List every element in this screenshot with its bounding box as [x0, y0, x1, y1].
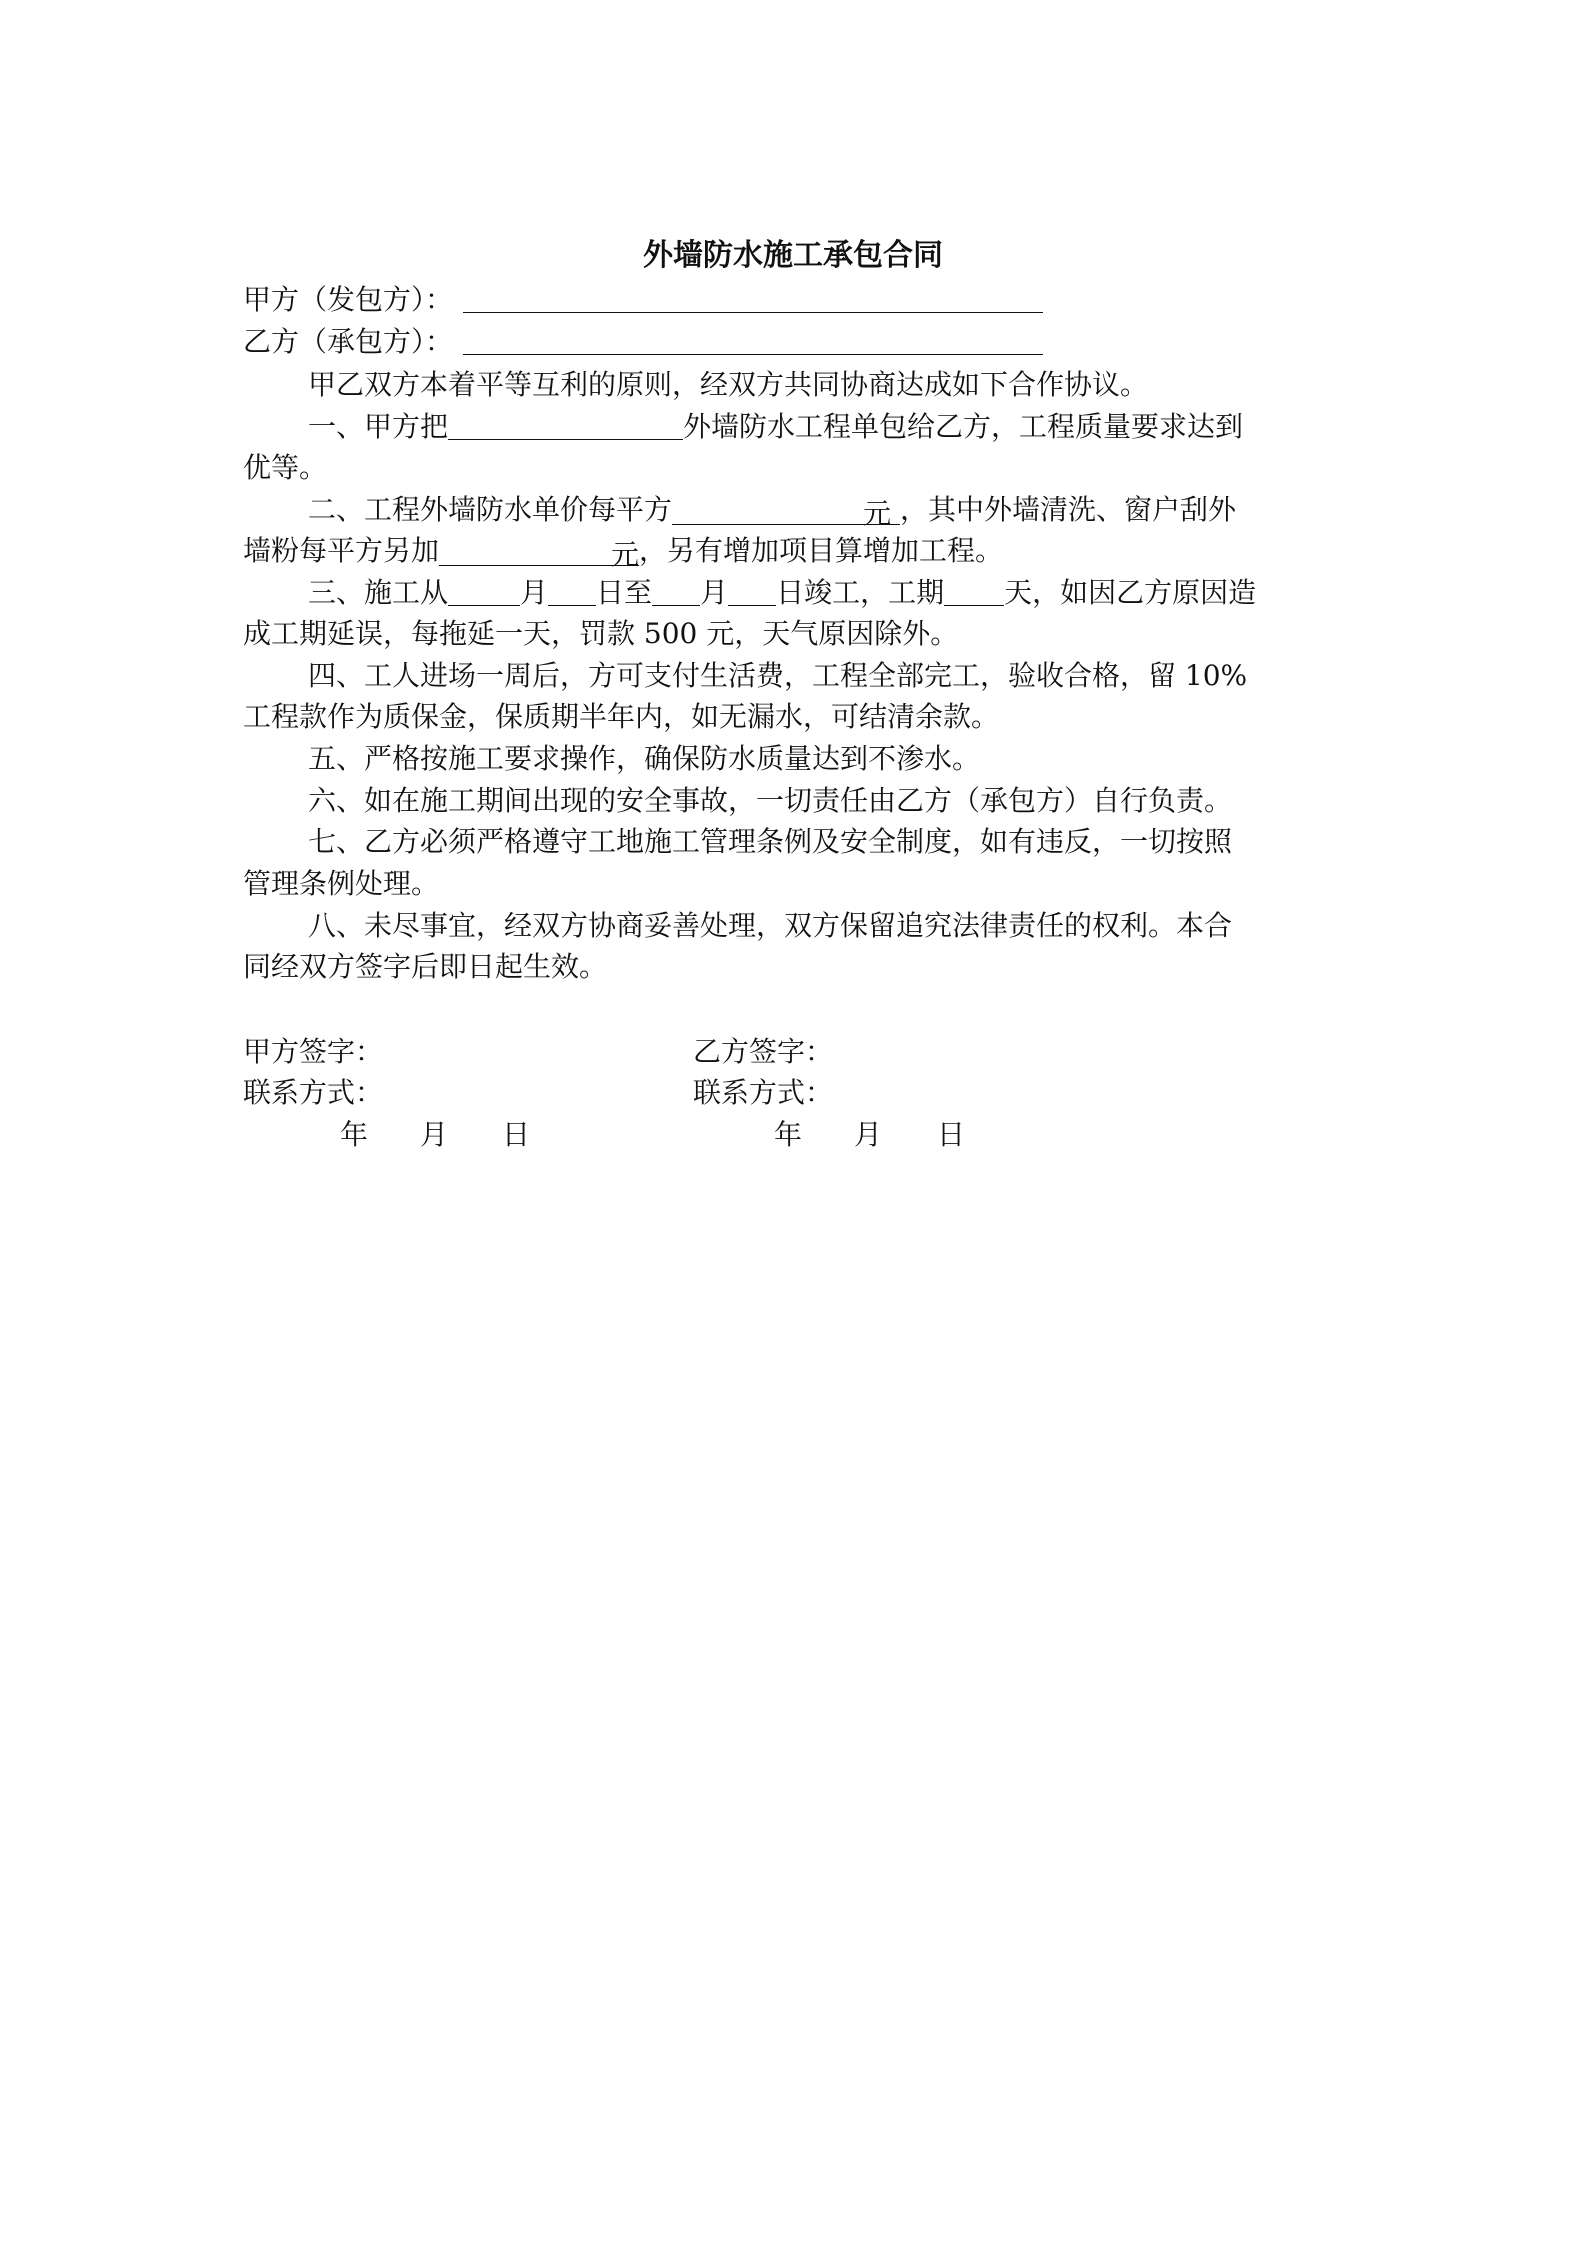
party-a-field[interactable]: [463, 282, 1043, 313]
end-day-field[interactable]: [728, 575, 776, 606]
clause-5: 五、严格按施工要求操作，确保防水质量达到不渗水。: [308, 742, 981, 775]
clause-2-line-2: 墙粉每平方另加 元，另有增加项目算增加工程。: [243, 534, 1004, 571]
party-a-label: 甲方（发包方）：: [243, 283, 454, 316]
clause-8-line-1: 八、未尽事宜，经双方协商妥善处理，双方保留追究法律责任的权利。本合: [308, 909, 1233, 942]
clause-2-line-1: 二、工程外墙防水单价每平方 元 ，其中外墙清洗、窗户刮外: [308, 493, 1237, 530]
duration-field[interactable]: [944, 575, 1004, 606]
party-a-row: [243, 280, 1043, 320]
end-month-field[interactable]: [652, 575, 700, 606]
party-b-row: [243, 322, 1043, 362]
clause-1-line-1: 一、甲方把 外墙防水工程单包给乙方，工程质量要求达到: [308, 410, 1244, 443]
party-a-date-month: 月: [420, 1118, 449, 1151]
party-b-date-day: 日: [937, 1118, 966, 1151]
page-title: 外墙防水施工承包合同: [643, 238, 943, 273]
start-day-field[interactable]: [548, 575, 596, 606]
unit-price-field[interactable]: 元: [672, 494, 900, 525]
party-b-field[interactable]: [463, 324, 1043, 355]
start-month-field[interactable]: [448, 575, 520, 606]
project-name-field[interactable]: [448, 409, 683, 440]
party-b-contact-label: 联系方式：: [693, 1076, 834, 1109]
party-a-contact-label: 联系方式：: [243, 1076, 384, 1109]
clause-6: 六、如在施工期间出现的安全事故，一切责任由乙方（承包方）自行负责。: [308, 784, 1233, 817]
clause-4-line-1: 四、工人进场一周后，方可支付生活费，工程全部完工，验收合格，留 10%: [308, 659, 1248, 692]
party-b-date-month: 月: [854, 1118, 883, 1151]
clause-4-line-2: 工程款作为质保金，保质期半年内，如无漏水，可结清余款。: [243, 700, 1000, 733]
clause-7-line-2: 管理条例处理。: [243, 867, 440, 900]
clause-3-line-2: 成工期延误，每拖延一天，罚款 500 元，天气原因除外。: [243, 617, 959, 650]
clause-1-line-2: 优等。: [243, 451, 328, 484]
party-a-signature-label: 甲方签字：: [243, 1035, 384, 1068]
intro-paragraph: 甲乙双方本着平等互利的原则，经双方共同协商达成如下合作协议。: [308, 368, 1149, 401]
party-a-date-year: 年: [340, 1118, 369, 1151]
clause-8-line-2: 同经双方签字后即日起生效。: [243, 950, 608, 983]
party-b-label: 乙方（承包方）：: [243, 325, 454, 358]
party-b-date-year: 年: [774, 1118, 803, 1151]
party-a-date-day: 日: [502, 1118, 531, 1151]
extra-price-field[interactable]: 元: [439, 535, 639, 566]
clause-7-line-1: 七、乙方必须严格遵守工地施工管理条例及安全制度，如有违反，一切按照: [308, 825, 1233, 858]
clause-3-line-1: 三、施工从 月 日至 月 日竣工，工期 天，如因乙方原因造: [308, 576, 1257, 609]
party-b-signature-label: 乙方签字：: [693, 1035, 834, 1068]
